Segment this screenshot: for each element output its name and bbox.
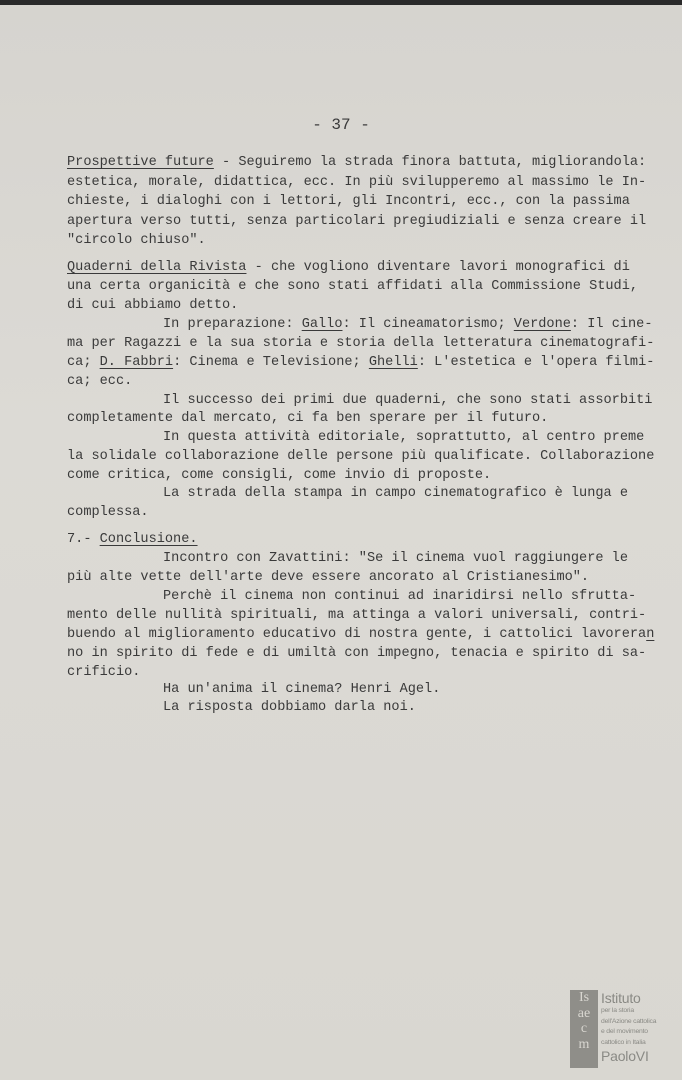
text-line: completamente dal mercato, ci fa ben sperare per il futuro.: [67, 411, 549, 426]
author-name: Verdone: [513, 317, 571, 332]
text-line: ca; D. Fabbri: Cinema e Televisione; Ghelli: L'estetica e l'opera filmi-: [67, 355, 655, 370]
text-line: ma per Ragazzi e la sua storia e storia della letteratura cinematografi-: [67, 336, 655, 351]
logo-text: Istituto per la storia dell'Azione cattolica e del movimento cattolico in Italia PaoloVI: [601, 990, 657, 1064]
section-heading: Conclusione.: [99, 532, 198, 547]
text-line: "circolo chiuso".: [67, 233, 206, 248]
text-line: 7.- Conclusione.: [67, 532, 198, 547]
text-line: no in spirito di fede e di umiltà con impegno, tenacia e spirito di sa-: [67, 646, 647, 661]
text-line: crificio.: [67, 665, 141, 680]
text-line: Quaderni della Rivista - che vogliono diventare lavori monografici di: [67, 260, 630, 275]
text-line: più alte vette dell'arte deve essere ancorato al Cristianesimo".: [67, 570, 590, 585]
text-line: Ha un'anima il cinema? Henri Agel.: [163, 682, 441, 697]
text-line: una certa organicità e che sono stati affidati alla Commissione Studi,: [67, 279, 639, 294]
section-heading: Prospettive future: [67, 155, 214, 170]
author-name: Ghelli: [368, 355, 418, 370]
text-line: ca; ecc.: [67, 374, 133, 389]
scan-border: [0, 0, 682, 5]
author-name: D. Fabbri: [99, 355, 174, 370]
text-line: estetica, morale, didattica, ecc. In più svilupperemo al massimo le In-: [67, 175, 647, 190]
text-line: In questa attività editoriale, soprattutto, al centro preme: [163, 430, 645, 445]
text-line: apertura verso tutti, senza particolari pregiudiziali e senza creare il: [67, 214, 647, 229]
text-line: come critica, come consigli, come invio di proposte.: [67, 468, 492, 483]
logo-monogram: Is ae c m: [570, 990, 598, 1068]
text-line: La risposta dobbiamo darla noi.: [163, 700, 416, 715]
text-line: Incontro con Zavattini: "Se il cinema vuol raggiungere le: [163, 551, 628, 566]
text-line: la solidale collaborazione delle persone più qualificate. Collaborazione: [67, 449, 655, 464]
text-line: Il successo dei primi due quaderni, che sono stati assorbiti: [163, 393, 653, 408]
text-line: Perchè il cinema non continui ad inaridirsi nello sfrutta-: [163, 589, 637, 604]
institute-logo: [570, 990, 678, 1070]
text-line: mento delle nullità spirituali, ma attinga a valori universali, contri-: [67, 608, 647, 623]
page-number: - 37 -: [312, 116, 370, 134]
section-heading: Quaderni della Rivista: [67, 260, 247, 275]
text-line: complessa.: [67, 505, 149, 520]
text-line: La strada della stampa in campo cinematografico è lunga e: [163, 486, 628, 501]
text-line: Prospettive future - Seguiremo la strada finora battuta, migliorandola:: [67, 155, 647, 170]
text-line: buendo al miglioramento educativo di nostra gente, i cattolici lavoreran: [67, 627, 655, 642]
text-line: In preparazione: Gallo: Il cineamatorismo; Verdone: Il cine-: [163, 317, 653, 332]
text-line: di cui abbiamo detto.: [67, 298, 239, 313]
author-name: Gallo: [301, 317, 343, 332]
text-line: chieste, i dialoghi con i lettori, gli Incontri, ecc., con la passima: [67, 194, 630, 209]
